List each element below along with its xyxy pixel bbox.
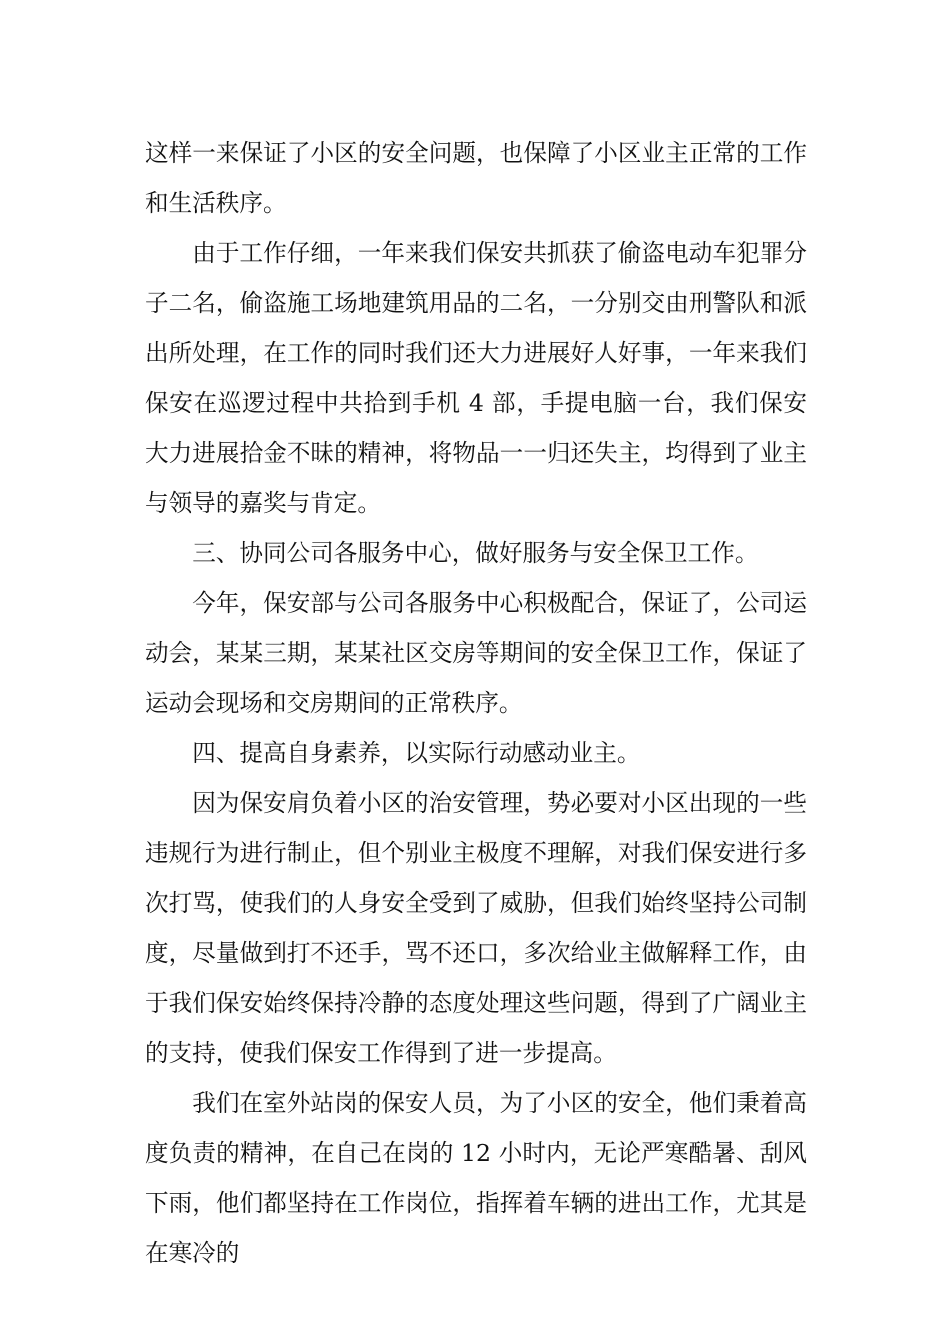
paragraph-continuation: 这样一来保证了小区的安全问题，也保障了小区业主正常的工作和生活秩序。 <box>145 139 807 217</box>
document-body <box>145 128 807 1278</box>
paragraph-self-discipline: 因为保安肩负着小区的治安管理，势必要对小区出现的一些违规行为进行制止，但个别业主极度不理解，对我们保安进行多次打骂，使我们的人身安全受到了威胁，但我们始终坚持公司制度，尽量做到打不还手，骂不还口，多次给业主做解释工作，由于我们保安始终保持冷静的态度处理这些问题，得到了广阔业主的支持，使我们保安工作得到了进一步提高。 <box>145 789 807 1067</box>
section-heading-three: 三、协同公司各服务中心，做好服务与安全保卫工作。 <box>192 539 759 567</box>
section-heading-four: 四、提高自身素养，以实际行动感动业主。 <box>192 739 641 767</box>
paragraph-achievements: 由于工作仔细，一年来我们保安共抓获了偷盗电动车犯罪分子二名，偷盗施工场地建筑用品的二名，一分别交由刑警队和派出所处理，在工作的同时我们还大力进展好人好事，一年来我们保安在巡逻过程中共拾到手机 4 部，手提电脑一台，我们保安大力进展拾金不昧的精神，将物品一一归还失主，均得到了业主与领导的嘉奖与肯定。 <box>145 239 807 517</box>
paragraph-outdoor-guards: 我们在室外站岗的保安人员，为了小区的安全，他们秉着高度负责的精神，在自己在岗的 12 小时内，无论严寒酷暑、刮风下雨，他们都坚持在工作岗位，指挥着车辆的进出工作，尤其是在寒冷的 <box>145 1089 807 1267</box>
paragraph-cooperation: 今年，保安部与公司各服务中心积极配合，保证了，公司运动会，某某三期，某某社区交房等期间的安全保卫工作，保证了运动会现场和交房期间的正常秩序。 <box>145 589 807 717</box>
